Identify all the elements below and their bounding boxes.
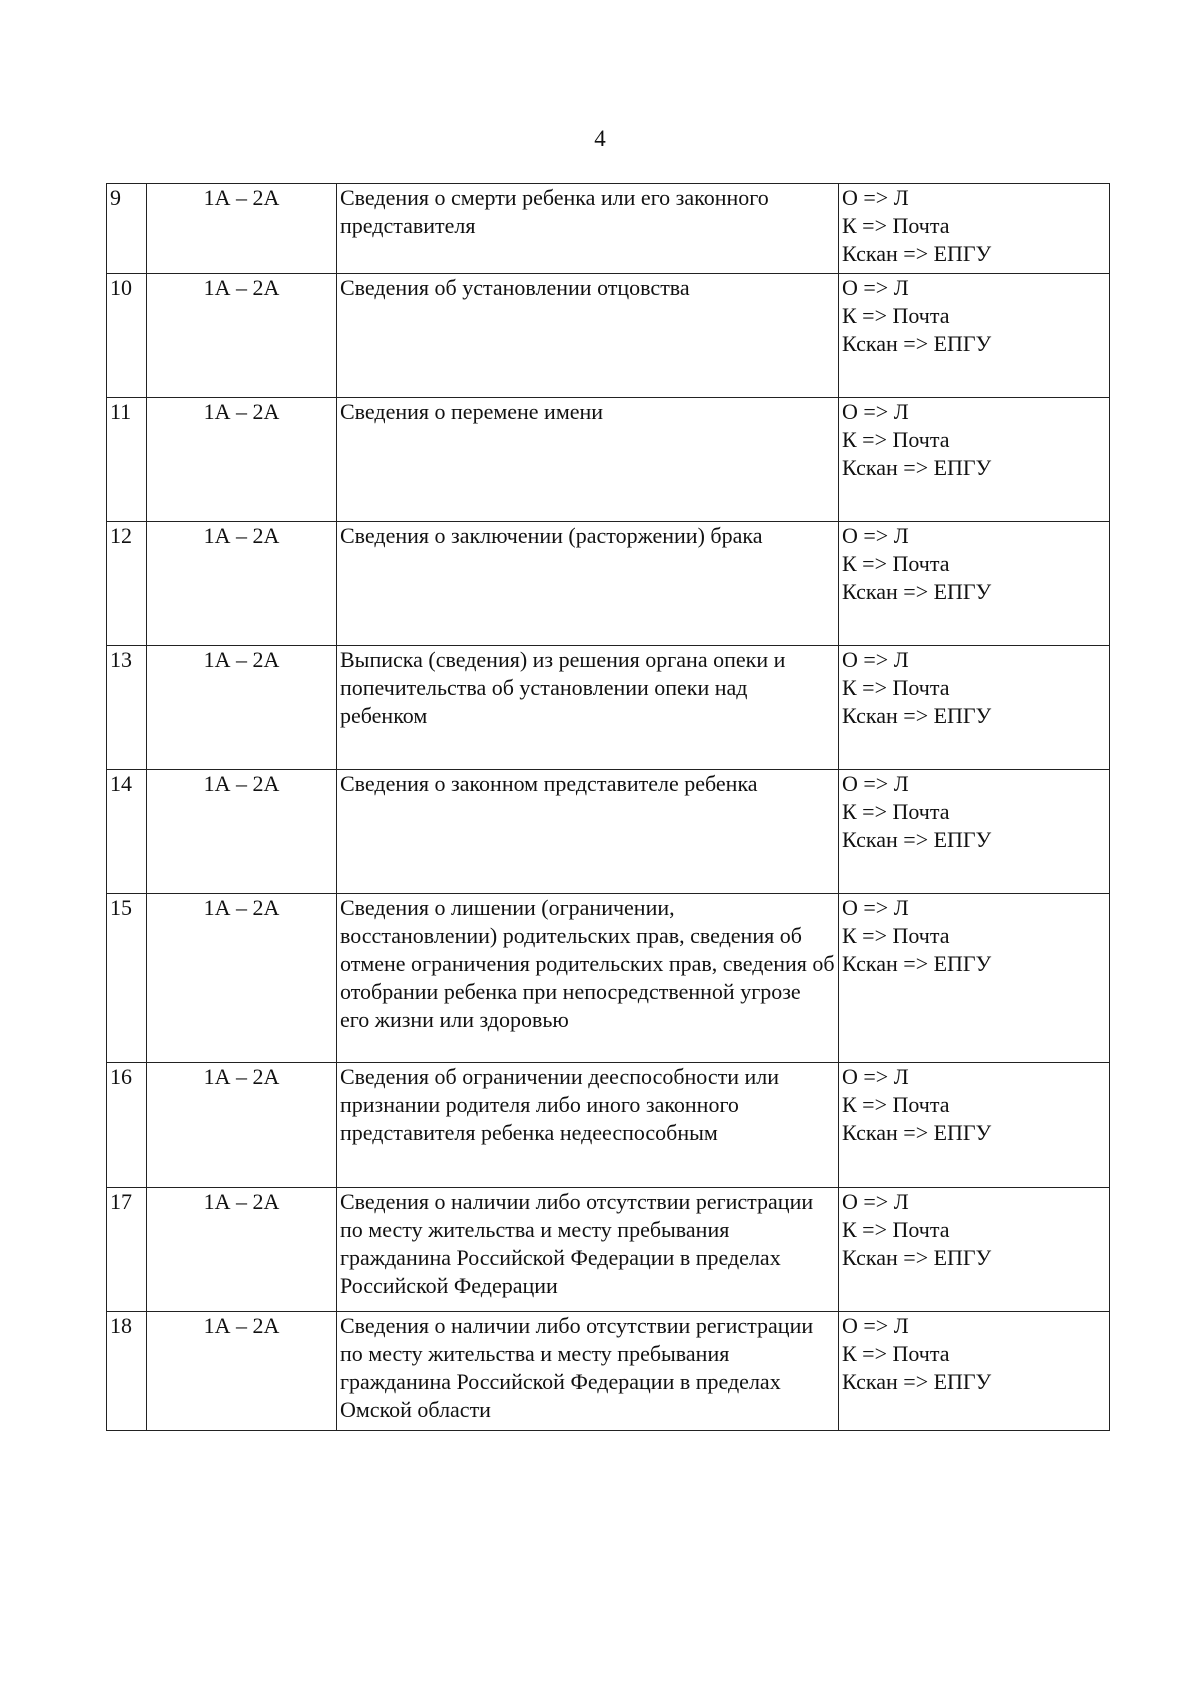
- row-number: 13: [107, 646, 147, 770]
- row-code: 1А – 2А: [147, 274, 337, 398]
- table-row: [107, 398, 1110, 522]
- delivery-mode-line: Кскан => ЕПГУ: [842, 331, 992, 356]
- delivery-mode-line: Кскан => ЕПГУ: [842, 455, 992, 480]
- delivery-mode-line: К => Почта: [842, 551, 950, 576]
- delivery-mode-line: Кскан => ЕПГУ: [842, 1369, 992, 1394]
- delivery-mode-line: К => Почта: [842, 799, 950, 824]
- delivery-mode-line: Кскан => ЕПГУ: [842, 827, 992, 852]
- delivery-mode-line: Кскан => ЕПГУ: [842, 703, 992, 728]
- row-code: 1А – 2А: [147, 770, 337, 894]
- delivery-mode-line: О => Л: [842, 185, 909, 210]
- row-description: Сведения о наличии либо отсутствии регистрации по месту жительства и месту пребывания гражданина Российской Федерации в пределах Российской Федерации: [337, 1188, 839, 1312]
- row-description: Сведения об установлении отцовства: [337, 274, 839, 398]
- page-number: 4: [594, 126, 606, 151]
- row-description: Выписка (сведения) из решения органа опеки и попечительства об установлении опеки над ребенком: [337, 646, 839, 770]
- row-description: Сведения об ограничении дееспособности или признании родителя либо иного законного представителя ребенка недееспособным: [337, 1063, 839, 1188]
- row-number: 14: [107, 770, 147, 894]
- delivery-mode-line: О => Л: [842, 523, 909, 548]
- row-delivery-modes: [839, 398, 1110, 522]
- row-code: 1А – 2А: [147, 184, 337, 274]
- row-description: Сведения о законном представителе ребенка: [337, 770, 839, 894]
- table-row: [107, 1312, 1110, 1431]
- delivery-mode-line: О => Л: [842, 1313, 909, 1338]
- row-description: Сведения о наличии либо отсутствии регистрации по месту жительства и месту пребывания гражданина Российской Федерации в пределах Омской области: [337, 1312, 839, 1431]
- delivery-mode-line: О => Л: [842, 399, 909, 424]
- row-description: Сведения о заключении (расторжении) брака: [337, 522, 839, 646]
- row-code: 1А – 2А: [147, 1063, 337, 1188]
- row-number: 10: [107, 274, 147, 398]
- row-number: 12: [107, 522, 147, 646]
- table-row: [107, 894, 1110, 1063]
- delivery-mode-line: О => Л: [842, 1064, 909, 1089]
- table-body: [107, 184, 1110, 1431]
- row-delivery-modes: [839, 1188, 1110, 1312]
- table-row: [107, 1188, 1110, 1312]
- delivery-mode-line: К => Почта: [842, 303, 950, 328]
- delivery-mode-line: Кскан => ЕПГУ: [842, 241, 992, 266]
- row-delivery-modes: [839, 274, 1110, 398]
- row-delivery-modes: [839, 184, 1110, 274]
- row-delivery-modes: [839, 894, 1110, 1063]
- delivery-mode-line: Кскан => ЕПГУ: [842, 951, 992, 976]
- row-description: Сведения о перемене имени: [337, 398, 839, 522]
- table-row: [107, 522, 1110, 646]
- delivery-mode-line: Кскан => ЕПГУ: [842, 1245, 992, 1270]
- delivery-mode-line: К => Почта: [842, 1341, 950, 1366]
- table-row: [107, 184, 1110, 274]
- row-code: 1А – 2А: [147, 646, 337, 770]
- document-table: [106, 183, 1110, 1431]
- table-row: [107, 1063, 1110, 1188]
- delivery-mode-line: К => Почта: [842, 213, 950, 238]
- row-code: 1А – 2А: [147, 1188, 337, 1312]
- table-row: [107, 770, 1110, 894]
- delivery-mode-line: К => Почта: [842, 1092, 950, 1117]
- row-description: Сведения о лишении (ограничении, восстановлении) родительских прав, сведения об отмене ограничения родительских прав, сведения об отобрании ребенка при непосредственной угрозе его жизни или здоровью: [337, 894, 839, 1063]
- row-number: 18: [107, 1312, 147, 1431]
- row-number: 9: [107, 184, 147, 274]
- delivery-mode-line: О => Л: [842, 1189, 909, 1214]
- row-code: 1А – 2А: [147, 522, 337, 646]
- delivery-mode-line: О => Л: [842, 647, 909, 672]
- row-delivery-modes: [839, 1063, 1110, 1188]
- row-delivery-modes: [839, 1312, 1110, 1431]
- row-delivery-modes: [839, 646, 1110, 770]
- table-row: [107, 274, 1110, 398]
- delivery-mode-line: О => Л: [842, 895, 909, 920]
- row-code: 1А – 2А: [147, 894, 337, 1063]
- row-number: 16: [107, 1063, 147, 1188]
- row-delivery-modes: [839, 522, 1110, 646]
- row-number: 15: [107, 894, 147, 1063]
- row-number: 17: [107, 1188, 147, 1312]
- delivery-mode-line: Кскан => ЕПГУ: [842, 579, 992, 604]
- delivery-mode-line: К => Почта: [842, 1217, 950, 1242]
- row-code: 1А – 2А: [147, 398, 337, 522]
- row-delivery-modes: [839, 770, 1110, 894]
- delivery-mode-line: О => Л: [842, 275, 909, 300]
- table-row: [107, 646, 1110, 770]
- row-code: 1А – 2А: [147, 1312, 337, 1431]
- delivery-mode-line: Кскан => ЕПГУ: [842, 1120, 992, 1145]
- row-description: Сведения о смерти ребенка или его законного представителя: [337, 184, 839, 274]
- delivery-mode-line: К => Почта: [842, 675, 950, 700]
- row-number: 11: [107, 398, 147, 522]
- delivery-mode-line: К => Почта: [842, 427, 950, 452]
- delivery-mode-line: О => Л: [842, 771, 909, 796]
- delivery-mode-line: К => Почта: [842, 923, 950, 948]
